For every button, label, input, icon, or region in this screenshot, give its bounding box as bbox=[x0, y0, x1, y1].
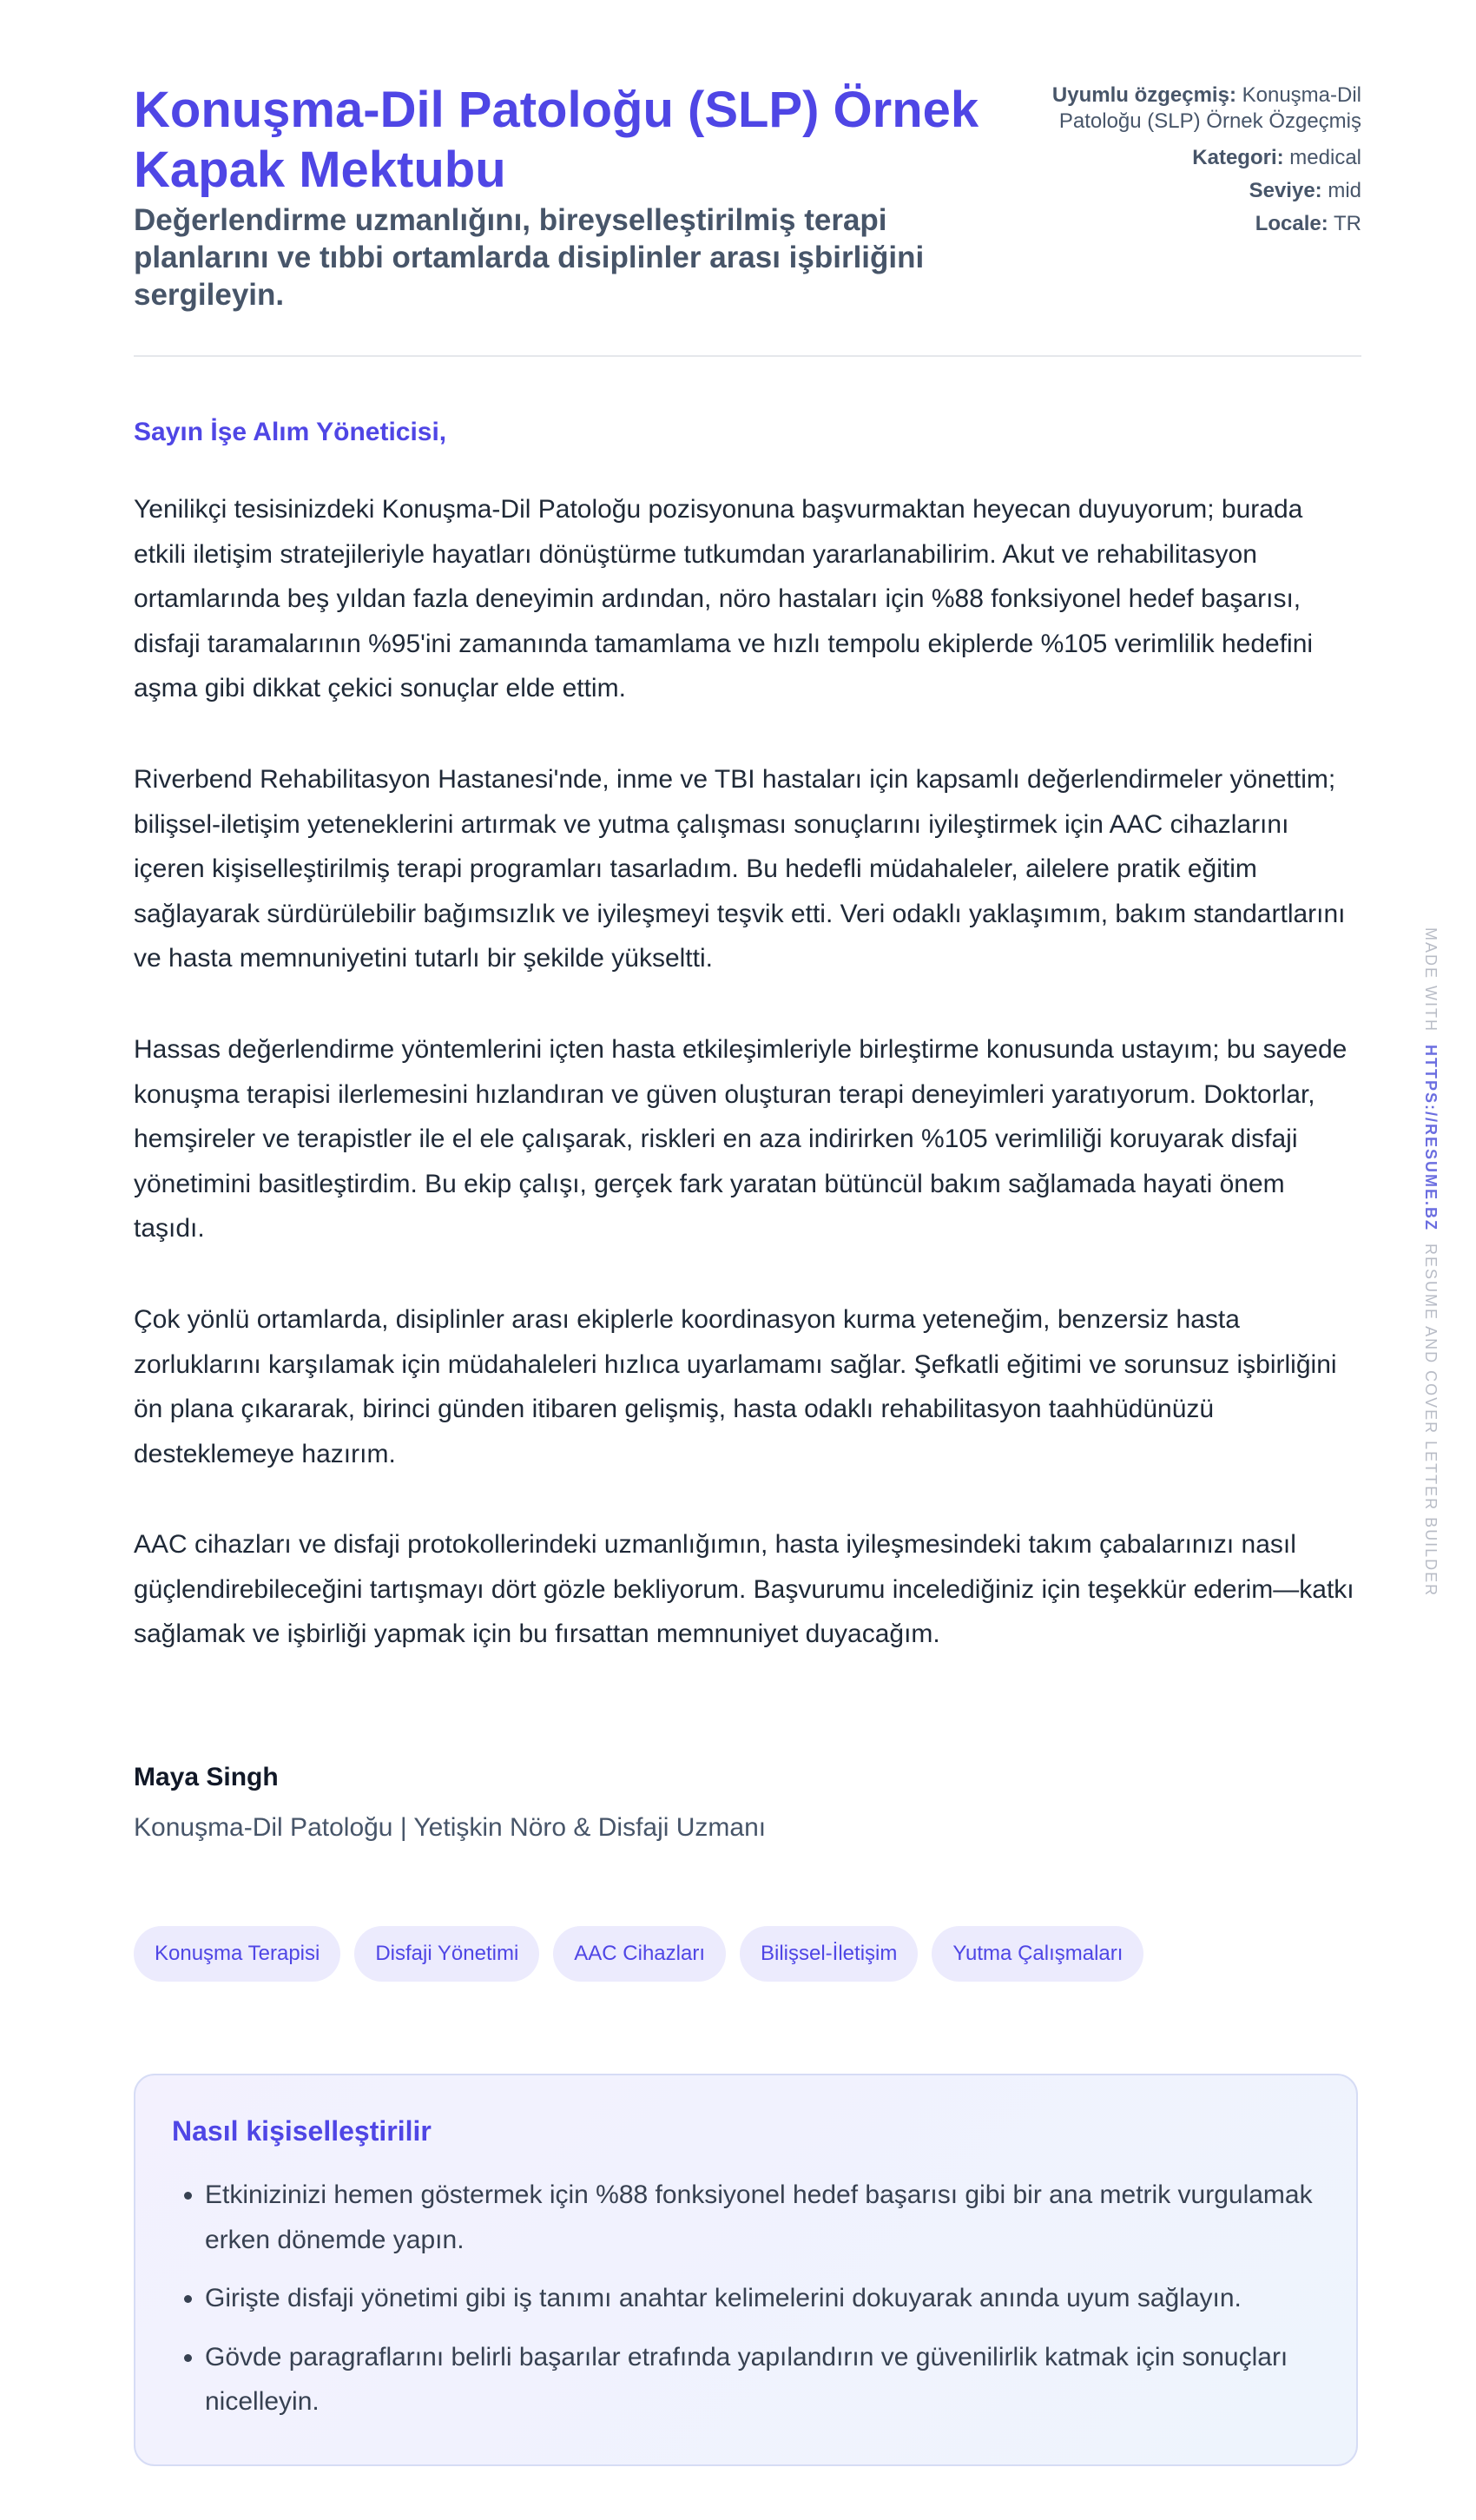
meta-level-label: Seviye: bbox=[1249, 179, 1322, 202]
letter-paragraph: Riverbend Rehabilitasyon Hastanesi'nde, inme ve TBI hastaları için kapsamlı değerlendirmeler yönettim; bilişsel-iletişim yeteneklerini artırmak ve yutma çalışması sonuçlarını iyileştirmek için AAC cihazlarını içeren kişiselleştirilmiş terapi programları tasarladım. Bu hedefli müdahaleler, ailelere pratik eğitim sağlayarak sürdürülebilir bağımsızlık ve iyileşmeyi teşvik etti. Veri odaklı yaklaşımım, bakım standartlarını ve hasta memnuniyetini tutarlı bir şekilde yükseltti. bbox=[134, 764, 1346, 973]
watermark bbox=[1420, 927, 1443, 1648]
skill-tag: Konuşma Terapisi bbox=[134, 1926, 340, 1982]
page-subtitle: Değerlendirme uzmanlığını, bireyselleştirilmiş terapi planlarını ve tıbbi ortamlarda disiplinler arası işbirliğini sergileyin. bbox=[134, 203, 925, 312]
tip-item: • Gövde paragraflarını belirli başarılar etrafında yapılandırın ve güvenilirlik katmak için sonuçları nicelleyin. bbox=[205, 2335, 1360, 2424]
watermark-suffix: RESUME AND COVER LETTER BUILDER bbox=[1422, 1244, 1440, 1598]
cover-letter-page bbox=[134, 0, 1361, 2417]
meta-category-label: Kategori: bbox=[1192, 146, 1284, 169]
watermark-link[interactable]: HTTPS://RESUME.BZ bbox=[1422, 1045, 1440, 1232]
meta-locale-label: Locale: bbox=[1255, 212, 1328, 235]
personalization-tips-box bbox=[134, 2074, 1358, 2466]
meta-panel bbox=[1049, 82, 1361, 241]
skill-tag: Disfaji Yönetimi bbox=[354, 1926, 539, 1982]
signature-title: Konuşma-Dil Patoloğu | Yetişkin Nöro & Disfaji Uzmanı bbox=[134, 1813, 767, 1842]
letter-paragraph: Yenilikçi tesisinizdeki Konuşma-Dil Patoloğu pozisyonuna başvurmaktan heyecan duyuyorum; burada etkili iletişim stratejileriyle hayatları dönüştürme tutkumdan yararlanabilirim. Akut ve rehabilitasyon ortamlarında beş yıldan fazla deneyimin ardından, nöro hastaları için %88 fonksiyonel hedef başarısı, disfaji taramalarının %95'ini zamanında tamamlama ve hızlı tempolu ekiplerde %105 verimlilik hedefini aşma gibi dikkat çekici sonuçlar elde ettim. bbox=[134, 495, 1314, 703]
page-title: Konuşma-Dil Patoloğu (SLP) Örnek Kapak Mektubu bbox=[134, 82, 979, 198]
watermark-prefix: MADE WITH bbox=[1422, 927, 1440, 1032]
letter-paragraph: AAC cihazları ve disfaji protokollerindeki uzmanlığımın, hasta iyileşmesindeki takım çabalarınızı nasıl güçlendirebileceğini tartışmayı dört gözle bekliyorum. Başvurumu incelediğiniz için teşekkür ederim—katkı sağlamak ve işbirliği yapmak için bu fırsattan memnuniyet duyacağım. bbox=[134, 1530, 1354, 1649]
skill-tag: Yutma Çalışmaları bbox=[932, 1926, 1143, 1982]
tips-title: Nasıl kişiselleştirilir bbox=[172, 2115, 432, 2147]
letter-paragraph: Çok yönlü ortamlarda, disiplinler arası ekiplerle koordinasyon kurma yeteneğim, benzersiz hasta zorluklarını karşılamak için müdahaleleri hızlıca uyarlamamı sağlar. Şefkatli eğitimi ve sorunsuz işbirliğini ön plana çıkararak, birinci günden itibaren gelişmiş, hasta odaklı rehabilitasyon taahhüdünüzü desteklemeye hazırım. bbox=[134, 1304, 1337, 1468]
tips-list bbox=[172, 2173, 1360, 2438]
skill-tags bbox=[134, 1926, 1143, 1982]
letter-body bbox=[134, 487, 1361, 1703]
meta-level-value: mid bbox=[1328, 179, 1361, 202]
meta-resume-label: Uyumlu özgeçmiş: bbox=[1051, 83, 1236, 107]
letter-paragraph: Hassas değerlendirme yöntemlerini içten hasta etkileşimleriyle birleştirme konusunda ustayım; bu sayede konuşma terapisi ilerlemesini hızlandıran ve güven oluşturan terapi deneyimleri yaratıyorum. Doktorlar, hemşireler ve terapistler ile el ele çalışarak, riskleri en aza indirirken %105 verimliliği koruyarak disfaji yönetimini basitleştirdim. Bu ekip çalışı, gerçek fark yaratan bütüncül bakım sağlamada hayati önem taşıdı. bbox=[134, 1034, 1348, 1244]
salutation: Sayın İşe Alım Yöneticisi, bbox=[134, 418, 447, 446]
tip-item: • Etkinizinizi hemen göstermek için %88 fonksiyonel hedef başarısı gibi bir ana metrik vurgulamak erken dönemde yapın. bbox=[205, 2173, 1360, 2262]
meta-category bbox=[1049, 142, 1361, 175]
meta-locale bbox=[1049, 208, 1361, 241]
meta-resume bbox=[1049, 82, 1361, 135]
skill-tag: AAC Cihazları bbox=[553, 1926, 726, 1982]
signature-name: Maya Singh bbox=[134, 1763, 279, 1791]
skill-tag: Bilişsel-İletişim bbox=[740, 1926, 918, 1982]
meta-level bbox=[1049, 175, 1361, 208]
signature bbox=[134, 1758, 766, 1847]
meta-category-value: medical bbox=[1289, 146, 1361, 169]
page-header bbox=[134, 0, 1361, 357]
watermark-text bbox=[1421, 927, 1440, 1597]
tip-item: • Girişte disfaji yönetimi gibi iş tanımı anahtar kelimelerini dokuyarak anında uyum sağlayın. bbox=[205, 2276, 1360, 2321]
meta-locale-value: TR bbox=[1334, 212, 1361, 235]
meta-resume-link[interactable]: Konuşma-Dil Patoloğu (SLP) Örnek Özgeçmiş bbox=[1058, 83, 1361, 133]
